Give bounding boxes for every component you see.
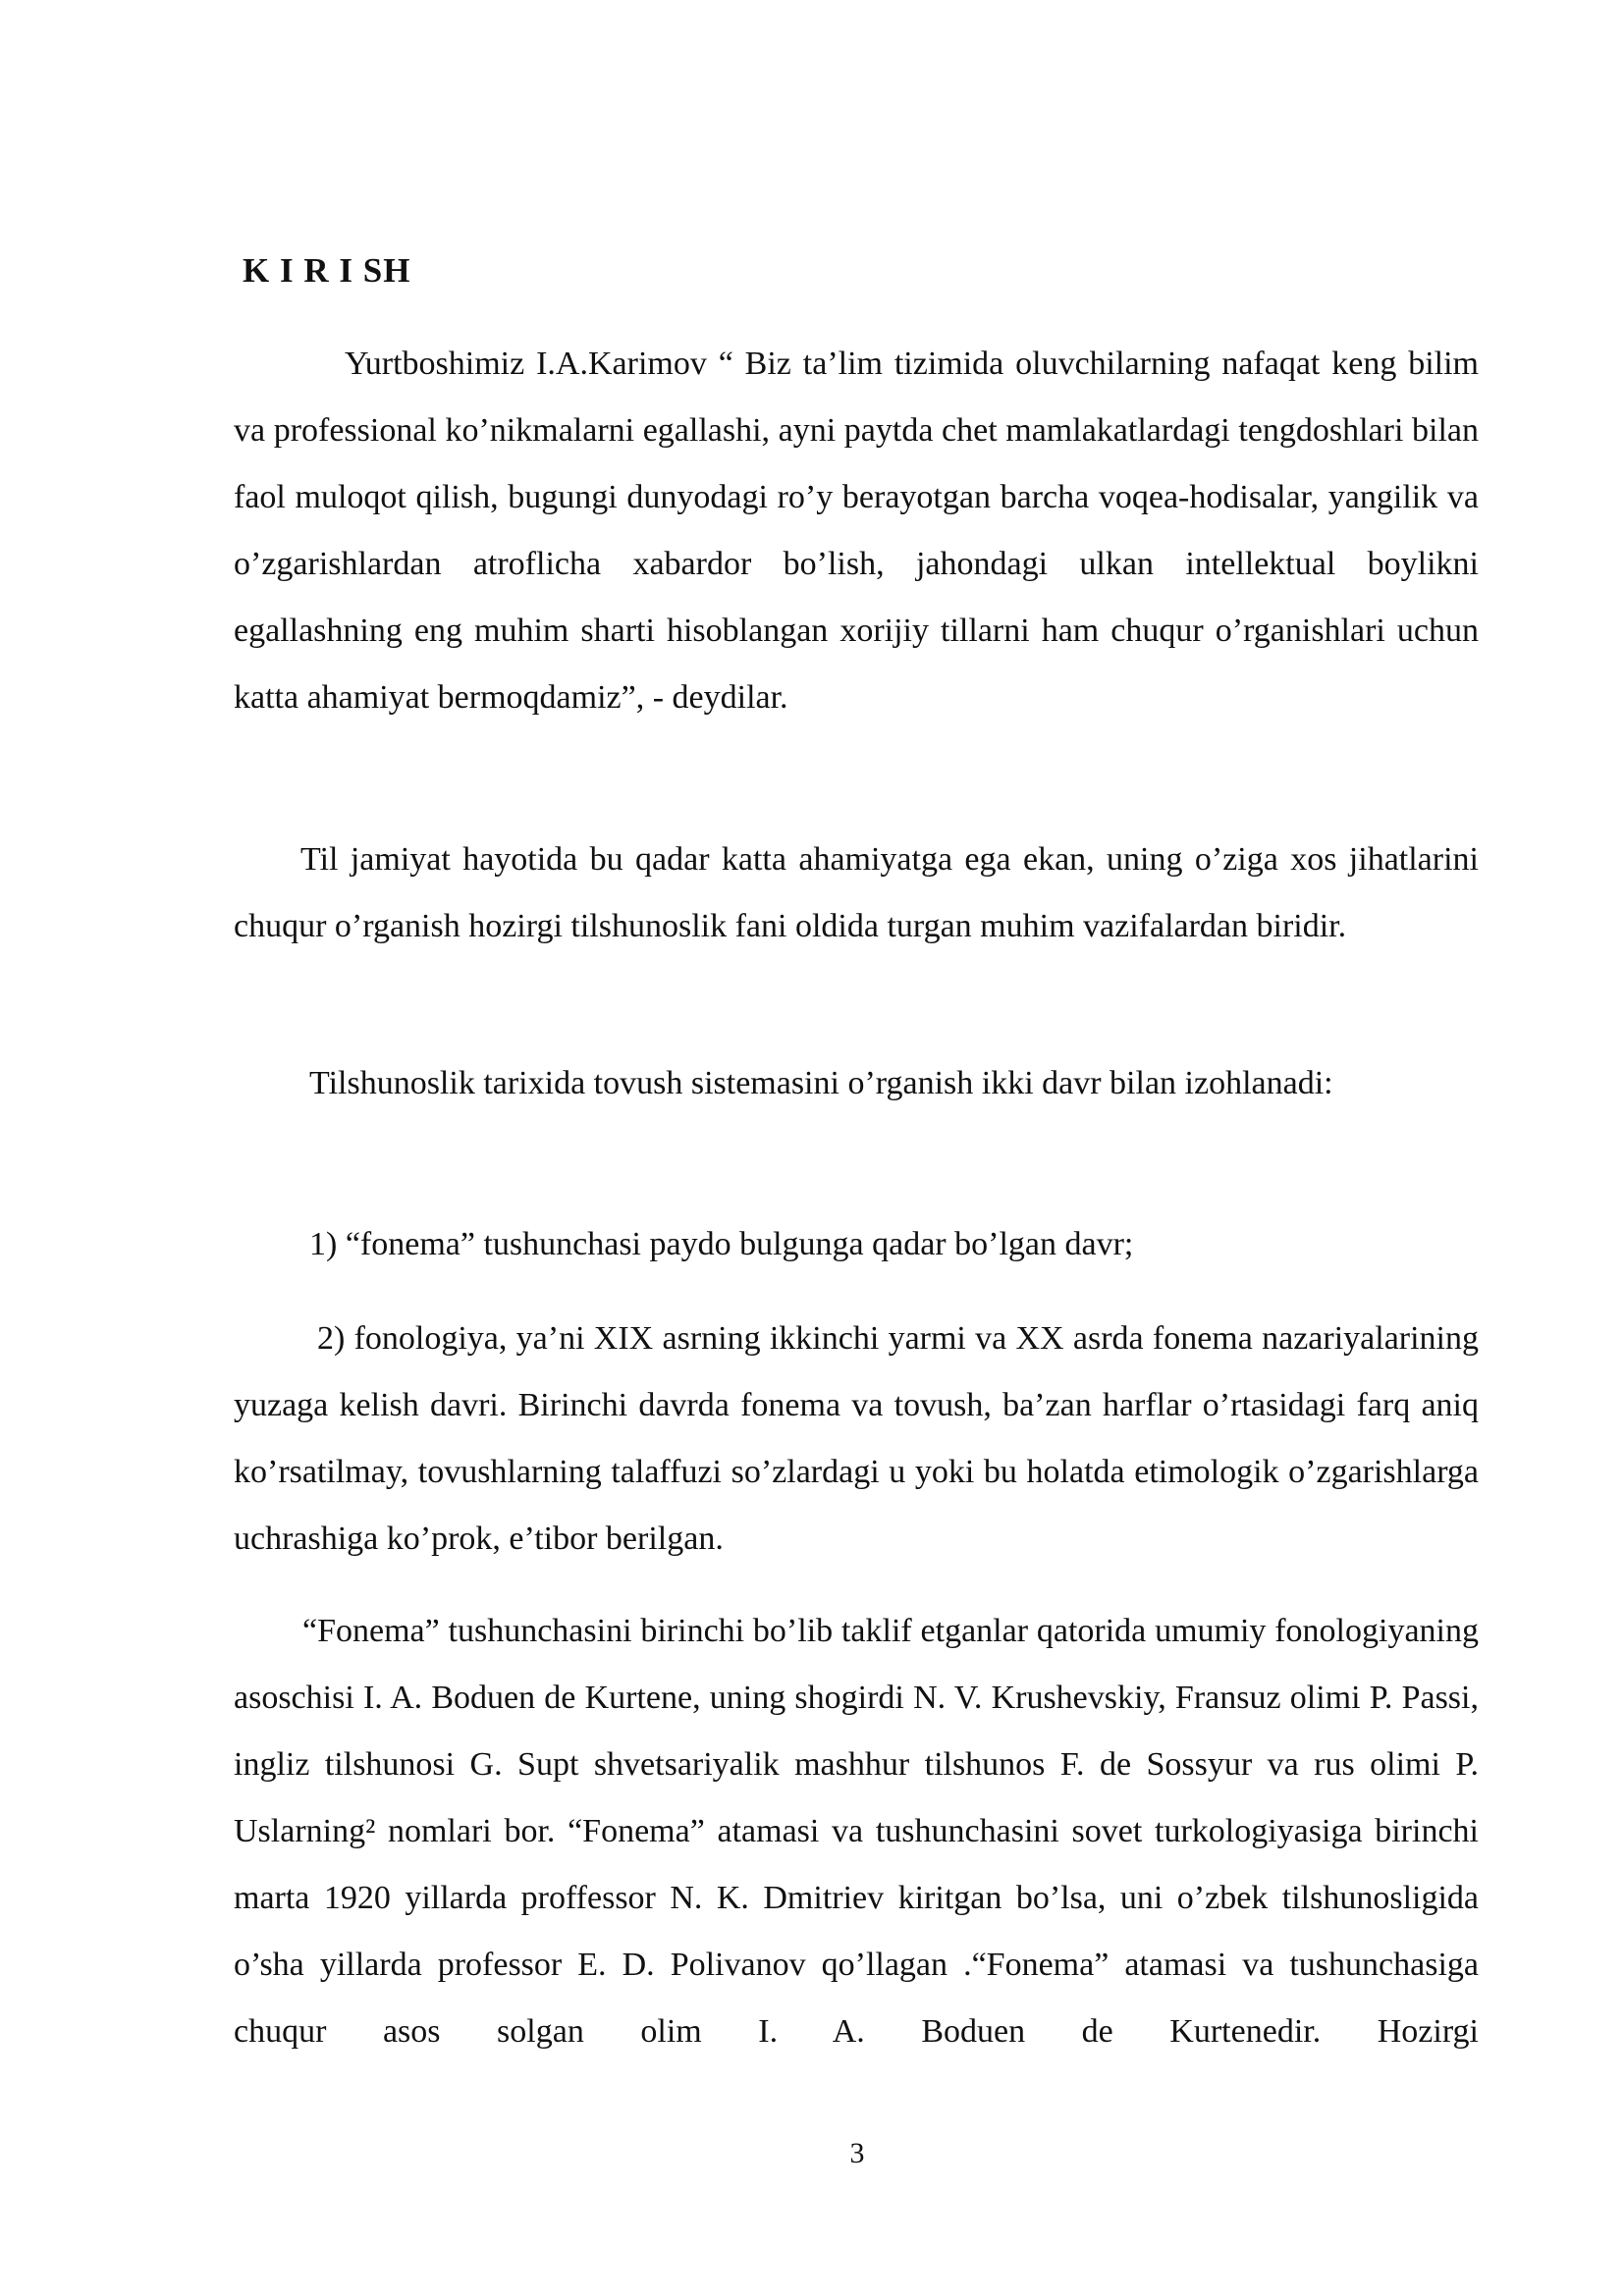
paragraph-two-periods: Tilshunoslik tarixida tovush sistemasini o’rganish ikki davr bilan izohlanadi:	[309, 1065, 1333, 1101]
paragraph-phoneme-history: “Fonema” tushunchasini birinchi bo’lib taklif etganlar qatorida umumiy fonologiyaning asoschisi I. A. Boduen de Kurtene, uning shogirdi N. V. Krushevskiy, Fransuz olimi P. Passi, ingliz tilshunosi G. Supt shvetsariyalik mashhur tilshunos F. de Sossyur va rus olimi P. Uslarning² nomlari bor. “Fonema” atamasi va tushunchasini sovet turkologiyasiga birinchi marta 1920 yillarda proffessor N. K. Dmitriev kiritgan bo’lsa, uni o’zbek tilshunosligida o’sha yillarda professor E. D. Polivanov qo’llagan .“Fonema” atamasi va tushunchasiga chuqur asos solgan olim I. A. Boduen de Kurtenedir. Hozirgi	[234, 1613, 1479, 2050]
page-number: 3	[849, 2137, 865, 2169]
paragraph-language-importance: Til jamiyat hayotida bu qadar katta ahamiyatga ega ekan, uning o’ziga xos jihatlarini chuqur o’rganish hozirgi tilshunoslik fani oldida turgan muhim vazifalardan biridir.	[234, 841, 1479, 944]
list-item-period-one: 1) “fonema” tushunchasi paydo bulgunga qadar bo’lgan davr;	[309, 1226, 1134, 1262]
section-heading: K I R I SH	[243, 251, 411, 290]
list-item-period-two: 2) fonologiya, ya’ni XIX asrning ikkinchi yarmi va XX asrda fonema nazariyalarining yuzaga kelish davri. Birinchi davrda fonema va tovush, ba’zan harflar o’rtasidagi farq aniq ko’rsatilmay, tovushlarning talaffuzi so’zlardagi u yoki bu holatda etimologik o’zgarishlarga uchrashiga ko’prok, e’tibor berilgan.	[234, 1320, 1479, 1557]
paragraph-intro-quote: Yurtboshimiz I.A.Karimov “ Biz ta’lim tizimida oluvchilarning nafaqat keng bilim va professional ko’nikmalarni egallashi, ayni paytda chet mamlakatlardagi tengdoshlari bilan faol muloqot qilish, bugungi dunyodagi ro’y berayotgan barcha voqea-hodisalar, yangilik va o’zgarishlardan atroflicha xabardor bo’lish, jahondagi ulkan intellektual boylikni egallashning eng muhim sharti hisoblangan xorijiy tillarni ham chuqur o’rganishlari uchun katta ahamiyat bermoqdamiz”, - deydilar.	[234, 346, 1479, 716]
